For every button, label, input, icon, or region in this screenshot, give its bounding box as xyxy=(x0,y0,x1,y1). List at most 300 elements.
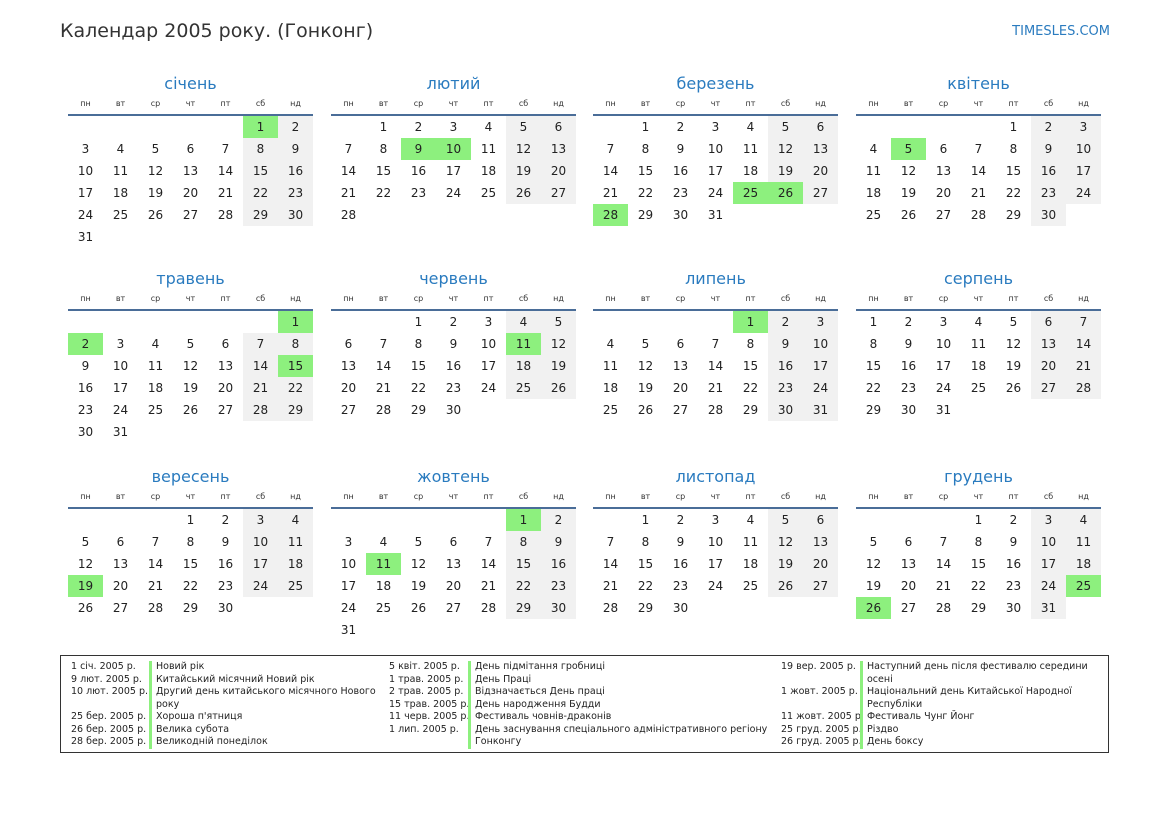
holiday-date: 15 трав. 2005 р. xyxy=(389,698,470,710)
day-cell: 1 xyxy=(414,315,423,329)
weekday-label: ср xyxy=(675,492,686,501)
day-cell: 20 xyxy=(112,579,129,593)
day-cell: 24 xyxy=(707,186,724,200)
weekday-label: нд xyxy=(553,294,564,303)
legend-item xyxy=(389,699,775,712)
day-cell: 11 xyxy=(112,164,129,178)
month-name: січень xyxy=(164,74,217,93)
day-cell: 2 xyxy=(1031,116,1066,138)
day-cell: 17 xyxy=(77,186,94,200)
day-cell: 20 xyxy=(803,160,838,182)
legend-item xyxy=(781,661,1089,686)
day-cell: 18 xyxy=(970,359,987,373)
day-cell: 2 xyxy=(768,311,803,333)
day-cell: 2 xyxy=(676,513,685,527)
day-cell: 31 xyxy=(112,425,129,439)
days-grid xyxy=(856,116,1101,226)
day-cell: 6 xyxy=(803,509,838,531)
day-cell: 23 xyxy=(768,377,803,399)
weekday-label: вт xyxy=(640,294,651,303)
day-cell: 26 xyxy=(900,208,917,222)
day-cell: 6 xyxy=(186,142,195,156)
day-cell: 21 xyxy=(602,186,619,200)
weekday-label: пт xyxy=(1008,294,1019,303)
day-cell: 24 xyxy=(1031,575,1066,597)
month-12 xyxy=(856,465,1101,619)
weekday-label: пт xyxy=(483,492,494,501)
day-cell: 12 xyxy=(637,359,654,373)
day-cell: 2 xyxy=(904,315,913,329)
day-cell: 11 xyxy=(278,531,313,553)
weekday-header xyxy=(593,489,838,509)
day-cell: 12 xyxy=(147,164,164,178)
empty-cell xyxy=(208,116,243,138)
empty-cell xyxy=(173,311,208,333)
month-2 xyxy=(331,72,576,226)
day-cell: 1 xyxy=(278,311,313,333)
day-cell: 7 xyxy=(711,337,720,351)
day-cell: 25 xyxy=(742,579,759,593)
holiday-legend xyxy=(60,655,1109,753)
day-cell: 16 xyxy=(445,359,462,373)
day-cell: 12 xyxy=(768,531,803,553)
empty-cell xyxy=(436,619,471,641)
weekday-label: пн xyxy=(80,492,91,501)
holiday-name: Наступний день після фестивалю середини осені xyxy=(860,661,1089,686)
day-cell: 15 xyxy=(410,359,427,373)
weekday-label: пн xyxy=(343,294,354,303)
day-cell: 25 xyxy=(375,601,392,615)
day-cell: 5 xyxy=(641,337,650,351)
day-cell: 9 xyxy=(1031,138,1066,160)
weekday-label: нд xyxy=(1078,492,1089,501)
holiday-date: 19 вер. 2005 р. xyxy=(781,661,856,672)
weekday-label: сб xyxy=(255,294,266,303)
holiday-date: 5 квіт. 2005 р. xyxy=(389,661,460,672)
day-cell: 1 xyxy=(641,513,650,527)
day-cell: 8 xyxy=(1009,142,1018,156)
day-cell: 12 xyxy=(1005,337,1022,351)
day-cell: 30 xyxy=(278,204,313,226)
day-cell: 6 xyxy=(939,142,948,156)
day-cell: 17 xyxy=(112,381,129,395)
day-cell: 3 xyxy=(711,120,720,134)
day-cell: 22 xyxy=(865,381,882,395)
day-cell: 2 xyxy=(1009,513,1018,527)
weekday-label: пт xyxy=(483,294,494,303)
day-cell: 9 xyxy=(1009,535,1018,549)
day-cell: 17 xyxy=(803,355,838,377)
day-cell: 1 xyxy=(243,116,278,138)
day-cell: 31 xyxy=(707,208,724,222)
day-cell: 29 xyxy=(182,601,199,615)
empty-cell xyxy=(506,204,541,226)
weekday-label: пн xyxy=(343,99,354,108)
empty-cell xyxy=(768,204,803,226)
day-cell: 12 xyxy=(182,359,199,373)
weekday-label: чт xyxy=(973,492,984,501)
day-cell: 19 xyxy=(768,553,803,575)
holiday-name: День підмітання гробниці xyxy=(468,661,775,674)
empty-cell xyxy=(593,116,628,138)
day-cell: 4 xyxy=(506,311,541,333)
day-cell: 16 xyxy=(672,164,689,178)
day-cell: 28 xyxy=(593,204,628,226)
legend-item xyxy=(389,686,775,699)
day-cell: 13 xyxy=(803,138,838,160)
day-cell: 29 xyxy=(637,601,654,615)
legend-item xyxy=(389,661,775,674)
day-cell: 5 xyxy=(891,138,926,160)
weekday-label: вт xyxy=(378,99,389,108)
legend-item xyxy=(71,674,386,687)
empty-cell xyxy=(173,421,208,443)
day-cell: 6 xyxy=(116,535,125,549)
day-cell: 19 xyxy=(637,381,654,395)
day-cell: 15 xyxy=(637,557,654,571)
day-cell: 25 xyxy=(147,403,164,417)
day-cell: 14 xyxy=(480,557,497,571)
day-cell: 4 xyxy=(379,535,388,549)
day-cell: 4 xyxy=(606,337,615,351)
weekday-header xyxy=(856,489,1101,509)
day-cell: 8 xyxy=(278,333,313,355)
day-cell: 25 xyxy=(1066,575,1101,597)
empty-cell xyxy=(138,116,173,138)
day-cell: 22 xyxy=(375,186,392,200)
day-cell: 18 xyxy=(506,355,541,377)
weekday-label: сб xyxy=(518,492,529,501)
weekday-label: ср xyxy=(413,99,424,108)
day-cell: 16 xyxy=(278,160,313,182)
day-cell: 25 xyxy=(480,186,497,200)
holiday-name: Новий рік xyxy=(149,661,386,674)
weekday-label: пн xyxy=(80,99,91,108)
day-cell: 27 xyxy=(217,403,234,417)
month-7 xyxy=(593,267,838,421)
day-cell: 16 xyxy=(1005,557,1022,571)
day-cell: 18 xyxy=(375,579,392,593)
empty-cell xyxy=(243,311,278,333)
empty-cell xyxy=(541,619,576,641)
day-cell: 10 xyxy=(707,142,724,156)
empty-cell xyxy=(138,421,173,443)
empty-cell xyxy=(173,226,208,248)
weekday-label: вт xyxy=(903,294,914,303)
day-cell: 30 xyxy=(217,601,234,615)
day-cell: 25 xyxy=(506,377,541,399)
empty-cell xyxy=(366,311,401,333)
month-name: грудень xyxy=(944,467,1013,486)
day-cell: 28 xyxy=(217,208,234,222)
empty-cell xyxy=(628,311,663,333)
holiday-name: Національний день Китайської Народної Республіки xyxy=(860,686,1089,711)
empty-cell xyxy=(243,421,278,443)
day-cell: 12 xyxy=(77,557,94,571)
legend-item xyxy=(71,711,386,724)
day-cell: 4 xyxy=(151,337,160,351)
weekday-label: чт xyxy=(448,492,459,501)
day-cell: 30 xyxy=(541,597,576,619)
day-cell: 4 xyxy=(1066,509,1101,531)
day-cell: 20 xyxy=(541,160,576,182)
empty-cell xyxy=(733,597,768,619)
day-cell: 14 xyxy=(340,164,357,178)
day-cell: 19 xyxy=(410,579,427,593)
day-cell: 5 xyxy=(768,509,803,531)
weekday-label: пт xyxy=(1008,492,1019,501)
day-cell: 5 xyxy=(81,535,90,549)
day-cell: 18 xyxy=(742,164,759,178)
weekday-label: ср xyxy=(150,492,161,501)
day-cell: 3 xyxy=(81,142,90,156)
day-cell: 22 xyxy=(637,579,654,593)
day-cell: 27 xyxy=(541,182,576,204)
day-cell: 8 xyxy=(506,531,541,553)
days-grid xyxy=(331,116,576,226)
day-cell: 21 xyxy=(707,381,724,395)
holiday-name: Фестиваль човнів-драконів xyxy=(468,711,775,724)
weekday-label: вт xyxy=(903,99,914,108)
day-cell: 20 xyxy=(1031,355,1066,377)
day-cell: 12 xyxy=(541,333,576,355)
day-cell: 2 xyxy=(541,509,576,531)
day-cell: 7 xyxy=(1066,311,1101,333)
day-cell: 2 xyxy=(278,116,313,138)
day-cell: 24 xyxy=(707,579,724,593)
site-link[interactable]: TIMESLES.COM xyxy=(1012,24,1110,39)
weekday-label: нд xyxy=(1078,99,1089,108)
weekday-label: сб xyxy=(255,492,266,501)
empty-cell xyxy=(926,116,961,138)
day-cell: 10 xyxy=(112,359,129,373)
day-cell: 9 xyxy=(904,337,913,351)
holiday-name: Фестиваль Чунг Йонг xyxy=(860,711,1089,724)
empty-cell xyxy=(593,311,628,333)
day-cell: 2 xyxy=(68,333,103,355)
day-cell: 17 xyxy=(935,359,952,373)
day-cell: 21 xyxy=(217,186,234,200)
day-cell: 4 xyxy=(974,315,983,329)
day-cell: 29 xyxy=(410,403,427,417)
days-grid xyxy=(593,311,838,421)
day-cell: 24 xyxy=(935,381,952,395)
day-cell: 6 xyxy=(541,116,576,138)
day-cell: 4 xyxy=(116,142,125,156)
weekday-label: нд xyxy=(1078,294,1089,303)
day-cell: 11 xyxy=(366,553,401,575)
month-name: липень xyxy=(685,269,746,288)
weekday-header xyxy=(331,291,576,311)
legend-column xyxy=(71,661,386,749)
empty-cell xyxy=(1066,399,1101,421)
day-cell: 9 xyxy=(449,337,458,351)
weekday-label: нд xyxy=(553,99,564,108)
day-cell: 23 xyxy=(672,186,689,200)
day-cell: 5 xyxy=(506,116,541,138)
weekday-label: пт xyxy=(745,99,756,108)
day-cell: 20 xyxy=(340,381,357,395)
day-cell: 12 xyxy=(900,164,917,178)
day-cell: 16 xyxy=(900,359,917,373)
weekday-label: чт xyxy=(710,492,721,501)
empty-cell xyxy=(471,619,506,641)
day-cell: 22 xyxy=(970,579,987,593)
empty-cell xyxy=(856,116,891,138)
empty-cell xyxy=(138,226,173,248)
legend-item xyxy=(389,724,775,749)
day-cell: 5 xyxy=(186,337,195,351)
weekday-label: вт xyxy=(115,294,126,303)
day-cell: 21 xyxy=(147,579,164,593)
day-cell: 10 xyxy=(77,164,94,178)
day-cell: 11 xyxy=(147,359,164,373)
day-cell: 10 xyxy=(803,333,838,355)
weekday-label: вт xyxy=(640,492,651,501)
day-cell: 19 xyxy=(147,186,164,200)
empty-cell xyxy=(471,399,506,421)
weekday-label: пн xyxy=(868,99,879,108)
day-cell: 24 xyxy=(1066,182,1101,204)
day-cell: 28 xyxy=(147,601,164,615)
day-cell: 15 xyxy=(182,557,199,571)
day-cell: 12 xyxy=(768,138,803,160)
empty-cell xyxy=(803,204,838,226)
empty-cell xyxy=(506,399,541,421)
day-cell: 26 xyxy=(541,377,576,399)
day-cell: 11 xyxy=(742,535,759,549)
weekday-label: нд xyxy=(815,99,826,108)
holiday-name: Китайський місячний Новий рік xyxy=(149,674,386,687)
day-cell: 21 xyxy=(1066,355,1101,377)
empty-cell xyxy=(103,311,138,333)
weekday-label: пн xyxy=(343,492,354,501)
day-cell: 6 xyxy=(221,337,230,351)
day-cell: 4 xyxy=(484,120,493,134)
day-cell: 22 xyxy=(742,381,759,395)
days-grid xyxy=(593,116,838,226)
day-cell: 14 xyxy=(707,359,724,373)
day-cell: 29 xyxy=(865,403,882,417)
weekday-label: чт xyxy=(185,492,196,501)
page-title: Календар 2005 року. (Гонконг) xyxy=(60,20,374,42)
weekday-label: ср xyxy=(675,294,686,303)
weekday-label: ср xyxy=(938,492,949,501)
day-cell: 18 xyxy=(112,186,129,200)
weekday-label: сб xyxy=(780,99,791,108)
day-cell: 23 xyxy=(1031,182,1066,204)
weekday-label: пн xyxy=(868,492,879,501)
holiday-date: 26 бер. 2005 р. xyxy=(71,723,147,735)
day-cell: 19 xyxy=(182,381,199,395)
day-cell: 21 xyxy=(243,377,278,399)
legend-item xyxy=(781,711,1089,724)
day-cell: 30 xyxy=(900,403,917,417)
day-cell: 18 xyxy=(480,164,497,178)
day-cell: 15 xyxy=(970,557,987,571)
day-cell: 3 xyxy=(116,337,125,351)
legend-column xyxy=(781,661,1089,749)
weekday-label: пт xyxy=(483,99,494,108)
weekday-label: вт xyxy=(378,294,389,303)
holiday-date: 10 лют. 2005 р. xyxy=(71,686,148,697)
weekday-label: чт xyxy=(448,99,459,108)
empty-cell xyxy=(733,204,768,226)
day-cell: 5 xyxy=(151,142,160,156)
month-5 xyxy=(68,267,313,443)
empty-cell xyxy=(243,597,278,619)
day-cell: 1 xyxy=(641,120,650,134)
empty-cell xyxy=(278,226,313,248)
day-cell: 9 xyxy=(221,535,230,549)
day-cell: 23 xyxy=(541,575,576,597)
weekday-label: чт xyxy=(185,294,196,303)
day-cell: 28 xyxy=(707,403,724,417)
holiday-name: День Праці xyxy=(468,674,775,687)
day-cell: 19 xyxy=(865,579,882,593)
day-cell: 14 xyxy=(935,557,952,571)
day-cell: 13 xyxy=(112,557,129,571)
day-cell: 4 xyxy=(278,509,313,531)
day-cell: 7 xyxy=(939,535,948,549)
day-cell: 27 xyxy=(935,208,952,222)
day-cell: 28 xyxy=(243,399,278,421)
day-cell: 3 xyxy=(803,311,838,333)
day-cell: 23 xyxy=(217,579,234,593)
day-cell: 26 xyxy=(410,601,427,615)
day-cell: 17 xyxy=(707,164,724,178)
holiday-date: 1 трав. 2005 р. xyxy=(389,673,464,685)
empty-cell xyxy=(768,597,803,619)
day-cell: 29 xyxy=(970,601,987,615)
weekday-header xyxy=(593,96,838,116)
day-cell: 23 xyxy=(410,186,427,200)
weekday-label: сб xyxy=(255,99,266,108)
day-cell: 6 xyxy=(803,116,838,138)
legend-item xyxy=(781,724,1089,737)
weekday-header xyxy=(856,291,1101,311)
weekday-header xyxy=(331,489,576,509)
day-cell: 21 xyxy=(970,186,987,200)
weekday-label: чт xyxy=(710,99,721,108)
empty-cell xyxy=(891,116,926,138)
empty-cell xyxy=(366,509,401,531)
empty-cell xyxy=(366,204,401,226)
empty-cell xyxy=(541,204,576,226)
empty-cell xyxy=(401,619,436,641)
day-cell: 19 xyxy=(541,355,576,377)
day-cell: 20 xyxy=(900,579,917,593)
day-cell: 23 xyxy=(77,403,94,417)
day-cell: 11 xyxy=(480,142,497,156)
day-cell: 5 xyxy=(414,535,423,549)
weekday-label: пт xyxy=(1008,99,1019,108)
weekday-label: нд xyxy=(815,294,826,303)
day-cell: 7 xyxy=(151,535,160,549)
day-cell: 7 xyxy=(221,142,230,156)
weekday-label: пт xyxy=(220,492,231,501)
empty-cell xyxy=(138,311,173,333)
empty-cell xyxy=(278,421,313,443)
weekday-header xyxy=(68,489,313,509)
day-cell: 31 xyxy=(77,230,94,244)
day-cell: 12 xyxy=(410,557,427,571)
day-cell: 5 xyxy=(768,116,803,138)
day-cell: 3 xyxy=(1031,509,1066,531)
weekday-label: нд xyxy=(290,99,301,108)
day-cell: 3 xyxy=(449,120,458,134)
day-cell: 17 xyxy=(1066,160,1101,182)
